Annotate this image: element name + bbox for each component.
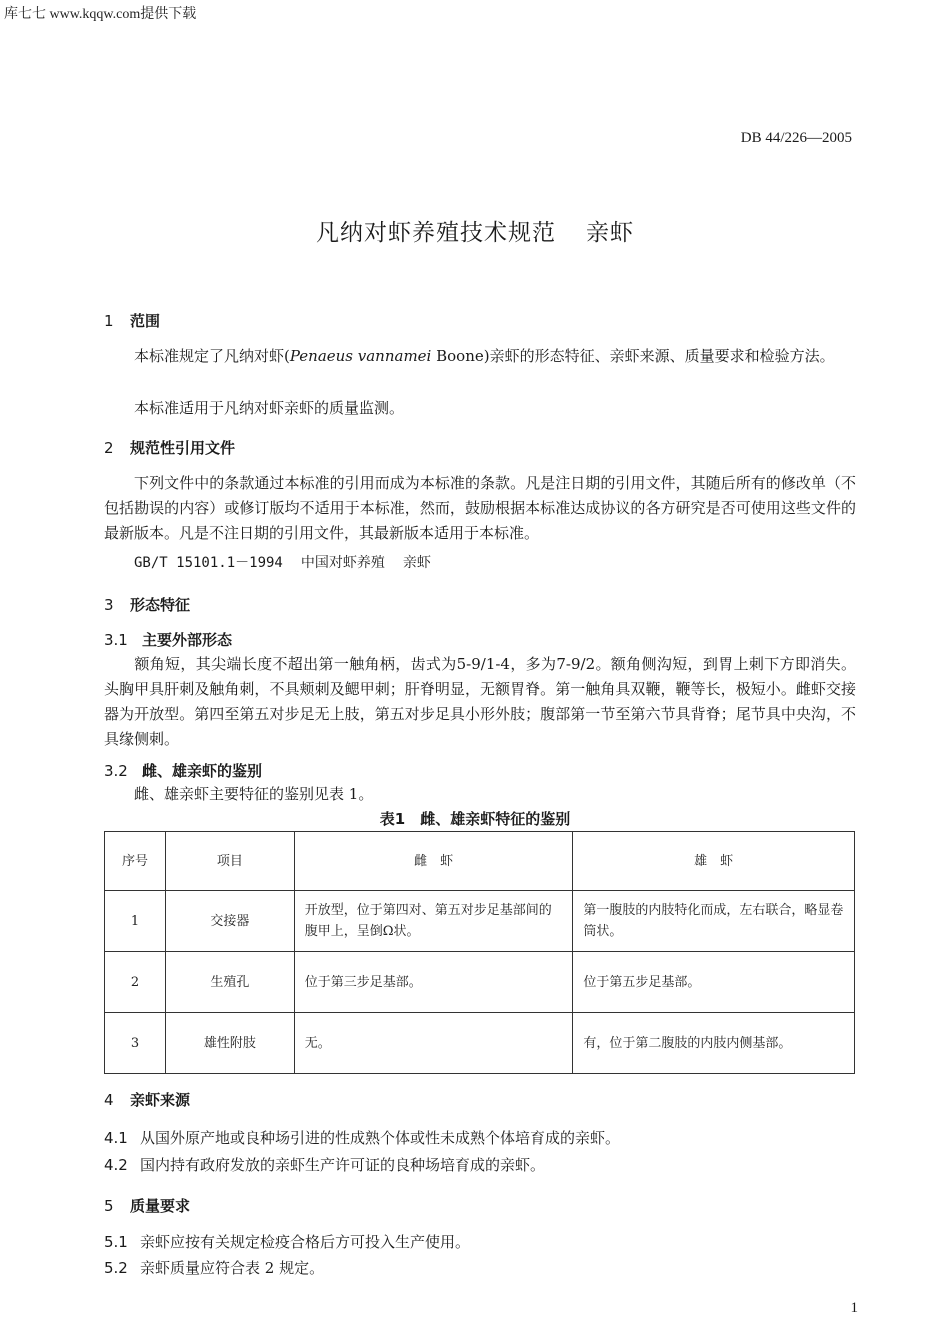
table-cell: 交接器 bbox=[165, 891, 294, 952]
section-1-heading: 1 范围 bbox=[104, 312, 161, 330]
table-cell: 3 bbox=[105, 1013, 166, 1074]
table-cell: 位于第五步足基部。 bbox=[573, 952, 855, 1013]
section-3-heading: 3 形态特征 bbox=[104, 596, 191, 614]
section-5-2: 5.2 亲虾质量应符合表 2 规定。 bbox=[104, 1259, 325, 1277]
table-cell: 2 bbox=[105, 952, 166, 1013]
header-cell-item: 项目 bbox=[165, 832, 294, 891]
header-cell-male: 雄 虾 bbox=[573, 832, 855, 891]
section-4-2: 4.2 国内持有政府发放的亲虾生产许可证的良种场培育成的亲虾。 bbox=[104, 1156, 546, 1174]
section-5-heading: 5 质量要求 bbox=[104, 1197, 191, 1215]
standard-code: DB 44/226—2005 bbox=[740, 130, 852, 146]
table-cell: 有，位于第二腹肢的内肢内侧基部。 bbox=[573, 1013, 855, 1074]
section-3-2-paragraph: 雌、雄亲虾主要特征的鉴别见表 1。 bbox=[134, 785, 374, 803]
page-number: 1 bbox=[850, 1300, 858, 1316]
table-cell: 生殖孔 bbox=[165, 952, 294, 1013]
section-3-2-heading: 3.2 雌、雄亲虾的鉴别 bbox=[104, 762, 263, 780]
table-cell: 雄性附肢 bbox=[165, 1013, 294, 1074]
download-watermark: 库七七 www.kqqw.com提供下载 bbox=[4, 7, 197, 22]
table-cell: 第一腹肢的内肢特化而成，左右联合，略显卷筒状。 bbox=[573, 891, 855, 952]
section-3-1-paragraph: 额角短，其尖端长度不超出第一触角柄，齿式为5-9/1-4，多为7-9/2。额角侧沟短，到胃上刺下方即消失。头胸甲具肝刺及触角刺，不具颊刺及鳃甲刺；肝脊明显，无额胃脊。第一触角具双鞭，鞭等长，极短小。雌虾交接器为开放型。第四至第五对步足无上肢，第五对步足具小形外肢；腹部第一节至第六节具背脊；尾节具中央沟，不具缘侧刺。 bbox=[104, 655, 856, 748]
section-4-heading: 4 亲虾来源 bbox=[104, 1091, 191, 1109]
table-1 bbox=[104, 831, 855, 1074]
table-row bbox=[105, 952, 855, 1013]
table-row bbox=[105, 1013, 855, 1074]
section-1-paragraph-2: 本标准适用于凡纳对虾亲虾的质量监测。 bbox=[134, 399, 405, 417]
table-row bbox=[105, 891, 855, 952]
table-cell: 无。 bbox=[294, 1013, 573, 1074]
document-title bbox=[0, 214, 950, 247]
table-cell: 1 bbox=[105, 891, 166, 952]
section-5-1: 5.1 亲虾应按有关规定检疫合格后方可投入生产使用。 bbox=[104, 1233, 471, 1251]
section-1-paragraph-1: 本标准规定了凡纳对虾(Penaeus vannamei Boone)亲虾的形态特征、亲虾来源、质量要求和检验方法。 bbox=[134, 347, 835, 365]
table-1-caption: 表1 雌、雄亲虾特征的鉴别 bbox=[379, 810, 571, 828]
latin-species-name: Penaeus vannamei bbox=[289, 347, 432, 365]
section-2-heading: 2 规范性引用文件 bbox=[104, 439, 236, 457]
table-cell: 开放型，位于第四对、第五对步足基部间的腹甲上，呈倒Ω状。 bbox=[294, 891, 573, 952]
header-cell-index: 序号 bbox=[105, 832, 166, 891]
section-3-1-heading: 3.1 主要外部形态 bbox=[104, 631, 233, 649]
section-4-1: 4.1 从国外原产地或良种场引进的性成熟个体或性未成熟个体培育成的亲虾。 bbox=[104, 1129, 621, 1147]
table-cell: 位于第三步足基部。 bbox=[294, 952, 573, 1013]
normative-reference: GB/T 15101.1－1994 中国对虾养殖 亲虾 bbox=[134, 555, 431, 571]
table-header-row bbox=[105, 832, 855, 891]
header-cell-female: 雌 虾 bbox=[294, 832, 573, 891]
section-2-paragraph: 下列文件中的条款通过本标准的引用而成为本标准的条款。凡是注日期的引用文件，其随后所有的修改单（不包括勘误的内容）或修订版均不适用于本标准，然而，鼓励根据本标准达成协议的各方研究是否可使用这些文件的最新版本。凡是不注日期的引用文件，其最新版本适用于本标准。 bbox=[104, 474, 856, 542]
title-sub: 亲虾 bbox=[586, 220, 634, 246]
title-main: 凡纳对虾养殖技术规范 bbox=[316, 220, 556, 246]
